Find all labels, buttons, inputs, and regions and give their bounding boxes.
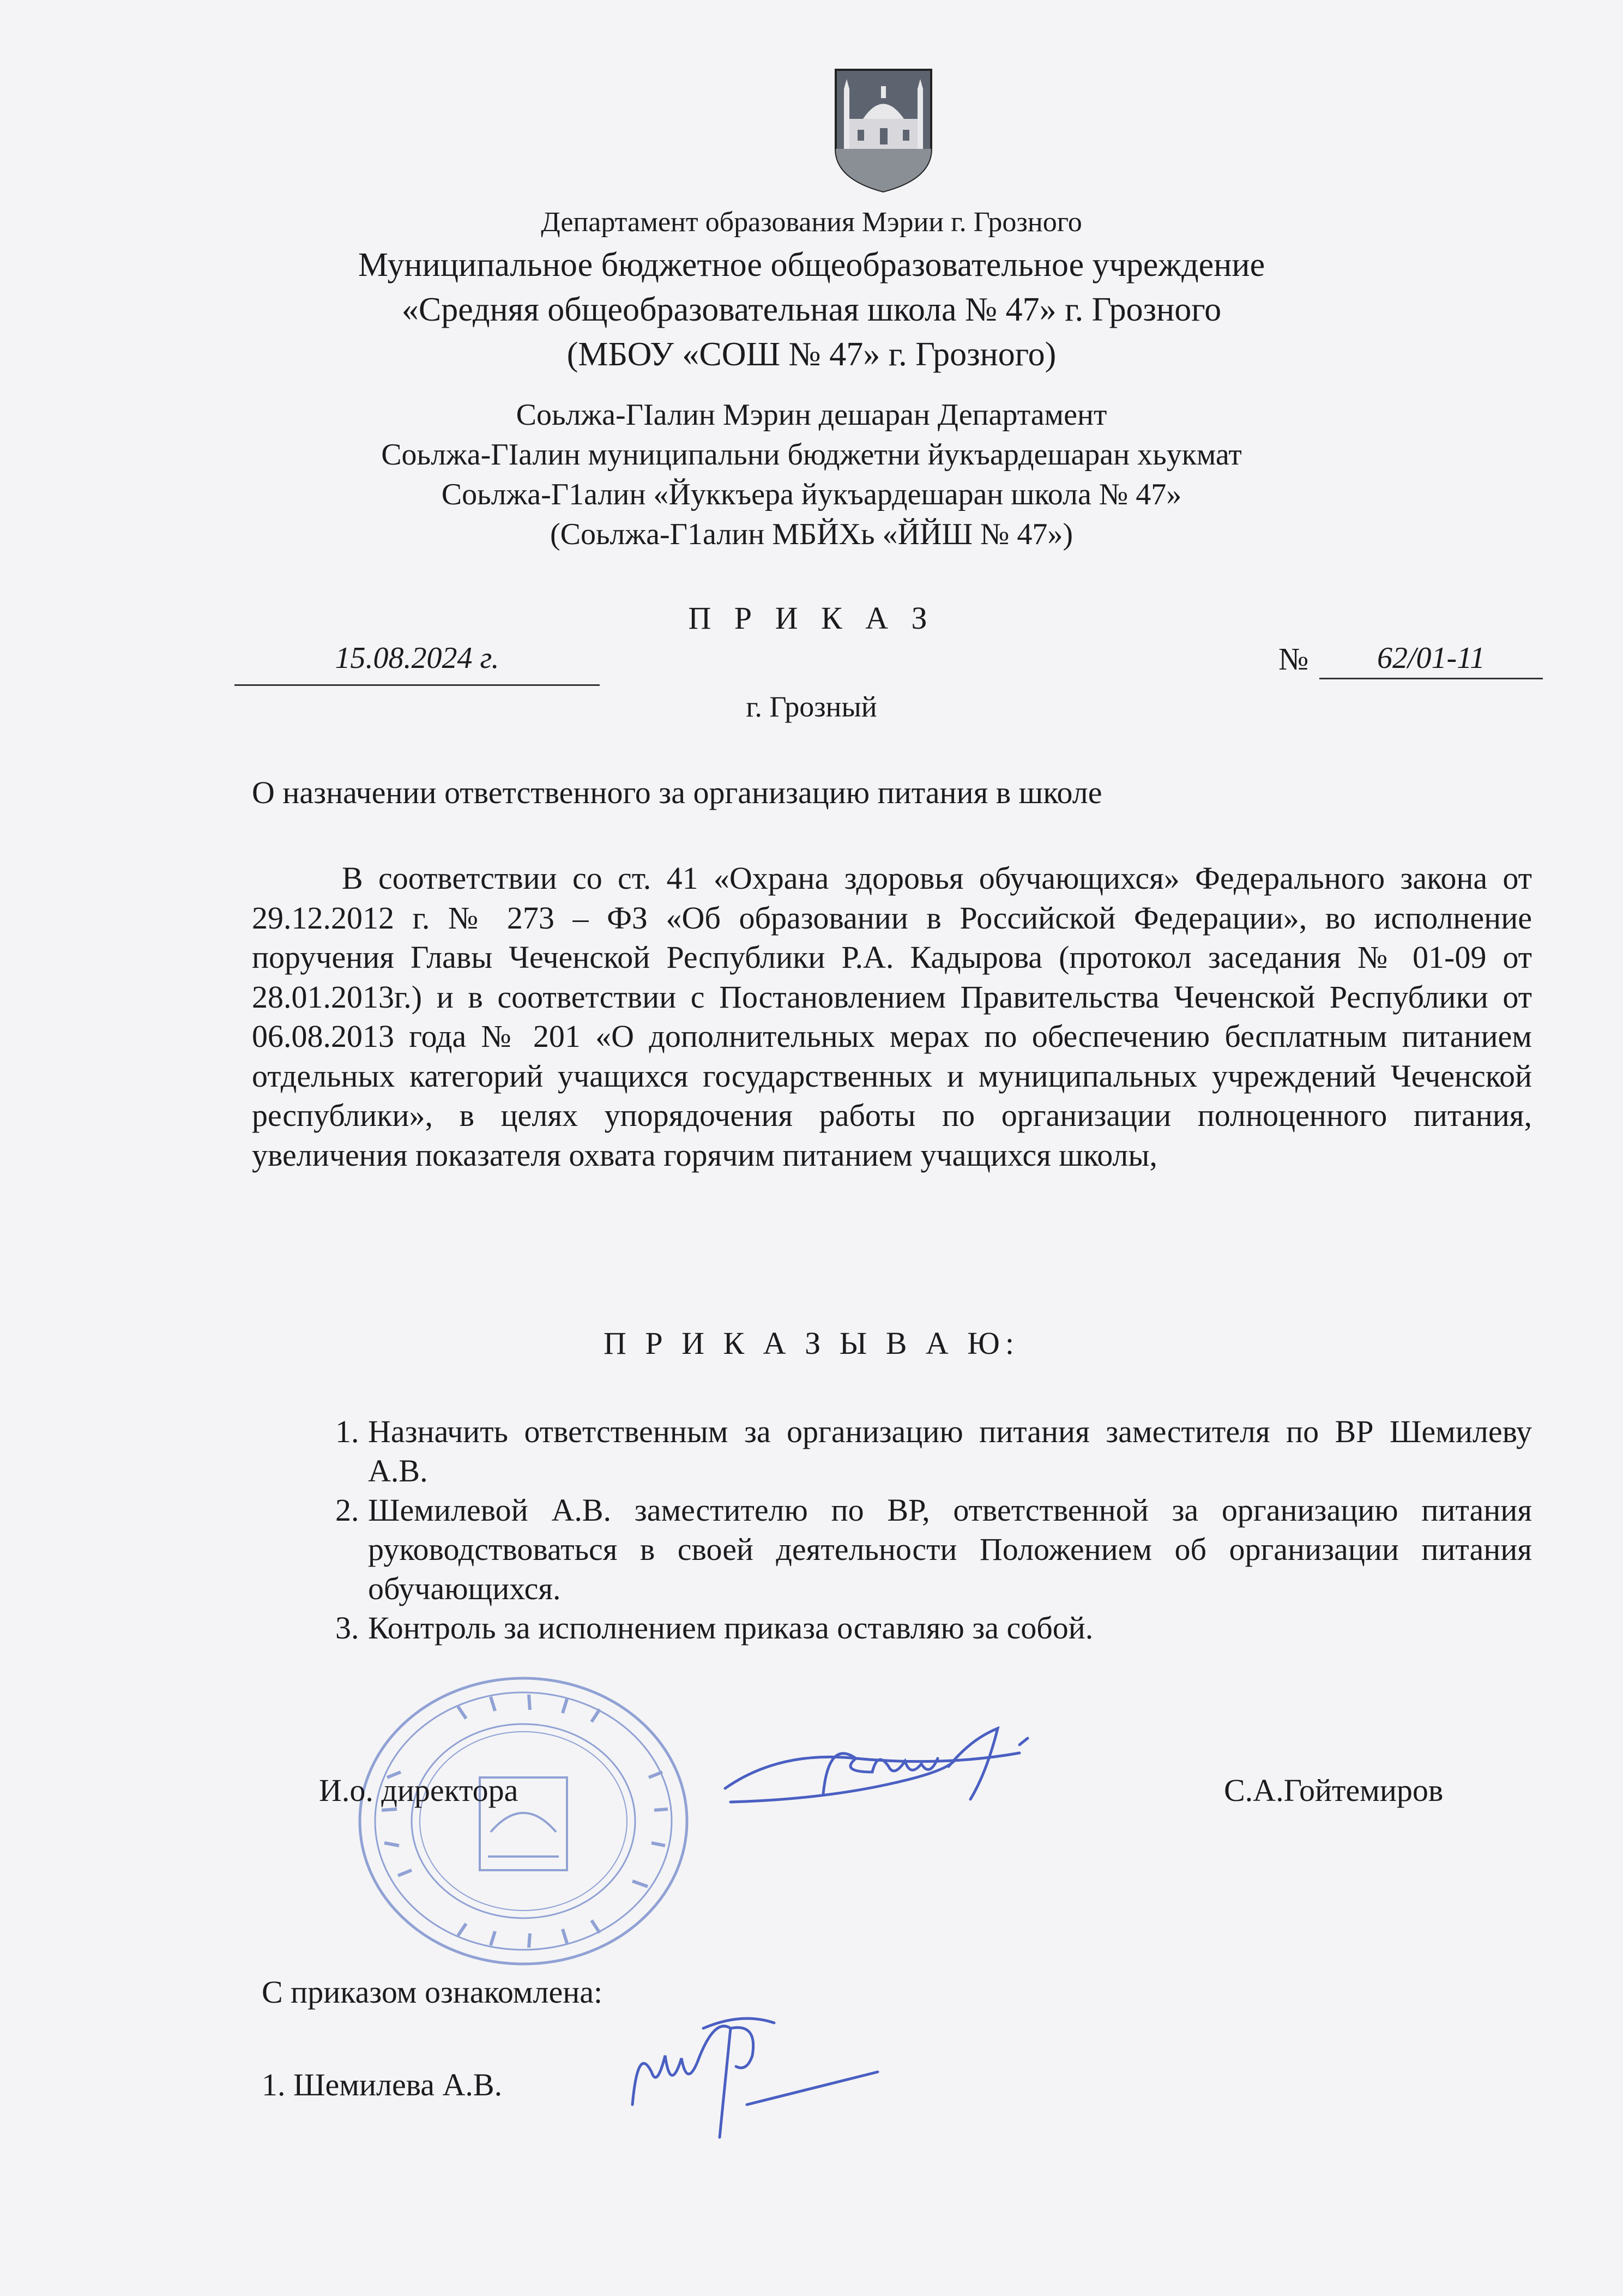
chechen-short: (Соьлжа-Г1алин МБЙХь «ЙЙШ № 47») xyxy=(550,517,1073,551)
department-name: Департамент образования Мэрии г. Грозного xyxy=(541,207,1082,238)
order-number: 62/01-11 xyxy=(1377,641,1486,675)
official-stamp-icon xyxy=(349,1668,698,1974)
chechen-department: Соьлжа-ГӀалин Мэрин дешаран Департамент xyxy=(516,398,1107,432)
institution-short: (МБОУ «СОШ № 47» г. Грозного) xyxy=(566,336,1057,373)
item-text: Шемилевой А.В. заместителю по ВР, ответственной за организацию питания руководствоваться в своей деятельности Положением об организации питания обучающихся. xyxy=(368,1492,1532,1606)
acknowledged-person: 1. Шемилева А.В. xyxy=(262,2067,503,2102)
order-title: П Р И К А З xyxy=(688,600,935,636)
item-number: 3. xyxy=(335,1610,359,1646)
date-underline xyxy=(234,684,600,686)
number-underline xyxy=(1319,678,1543,679)
order-city: г. Грозный xyxy=(746,690,877,723)
item-text: Контроль за исполнением приказа оставляю за собой. xyxy=(368,1610,1094,1646)
order-subject: О назначении ответственного за организацию питания в школе xyxy=(252,775,1102,810)
institution-name: Муниципальное бюджетное общеобразовательное учреждение xyxy=(358,246,1265,284)
chechen-school: Соьлжа-Г1алин «Йуккъера йукъардешаран школа № 47» xyxy=(441,478,1182,511)
city-emblem-icon xyxy=(833,67,934,194)
acknowledgement-label: С приказом ознакомлена: xyxy=(262,1974,603,2010)
director-signature-icon xyxy=(714,1707,1063,1832)
signer-role: И.о. директора xyxy=(319,1773,518,1808)
order-number-label: № xyxy=(1278,641,1309,677)
institution-school: «Средняя общеобразовательная школа № 47» г. Грозного xyxy=(401,291,1222,328)
chechen-institution: Соьлжа-ГӀалин муниципальни бюджетни йукъардешаран хьукмат xyxy=(381,438,1242,472)
order-preamble xyxy=(252,859,1532,1175)
list-item xyxy=(335,1491,1532,1608)
list-item xyxy=(335,1412,1532,1491)
item-number: 1. xyxy=(335,1414,359,1449)
employee-signature-icon xyxy=(622,2006,905,2148)
item-text: Назначить ответственным за организацию питания заместителя по ВР Шемилеву А.В. xyxy=(368,1414,1532,1489)
list-item xyxy=(335,1608,1532,1648)
order-date: 15.08.2024 г. xyxy=(335,641,499,675)
item-number: 2. xyxy=(335,1492,359,1528)
order-items-list xyxy=(335,1412,1532,1648)
signer-name: С.А.Гойтемиров xyxy=(1224,1773,1444,1808)
order-directive-heading: П Р И К А З Ы В А Ю: xyxy=(603,1325,1020,1361)
preamble-text: В соответствии со ст. 41 «Охрана здоровья обучающихся» Федерального закона от 29.12.2012 г. № 273 – ФЗ «Об образовании в Российской Федерации», во исполнение поручения Главы Чеченской Республики Р.А. Кадырова (протокол заседания № 01-09 от 28.01.2013г.) и в соответствии с Постановлением Правительства Чеченской Республики от 06.08.2013 года № 201 «О дополнительных мерах по обеспечению бесплатным питанием отдельных категорий учащихся государственных и муниципальных учреждений Чеченской республики», в целях упорядочения работы по организации полноценного питания, увеличения показателя охвата горячим питанием учащихся школы, xyxy=(252,860,1532,1173)
